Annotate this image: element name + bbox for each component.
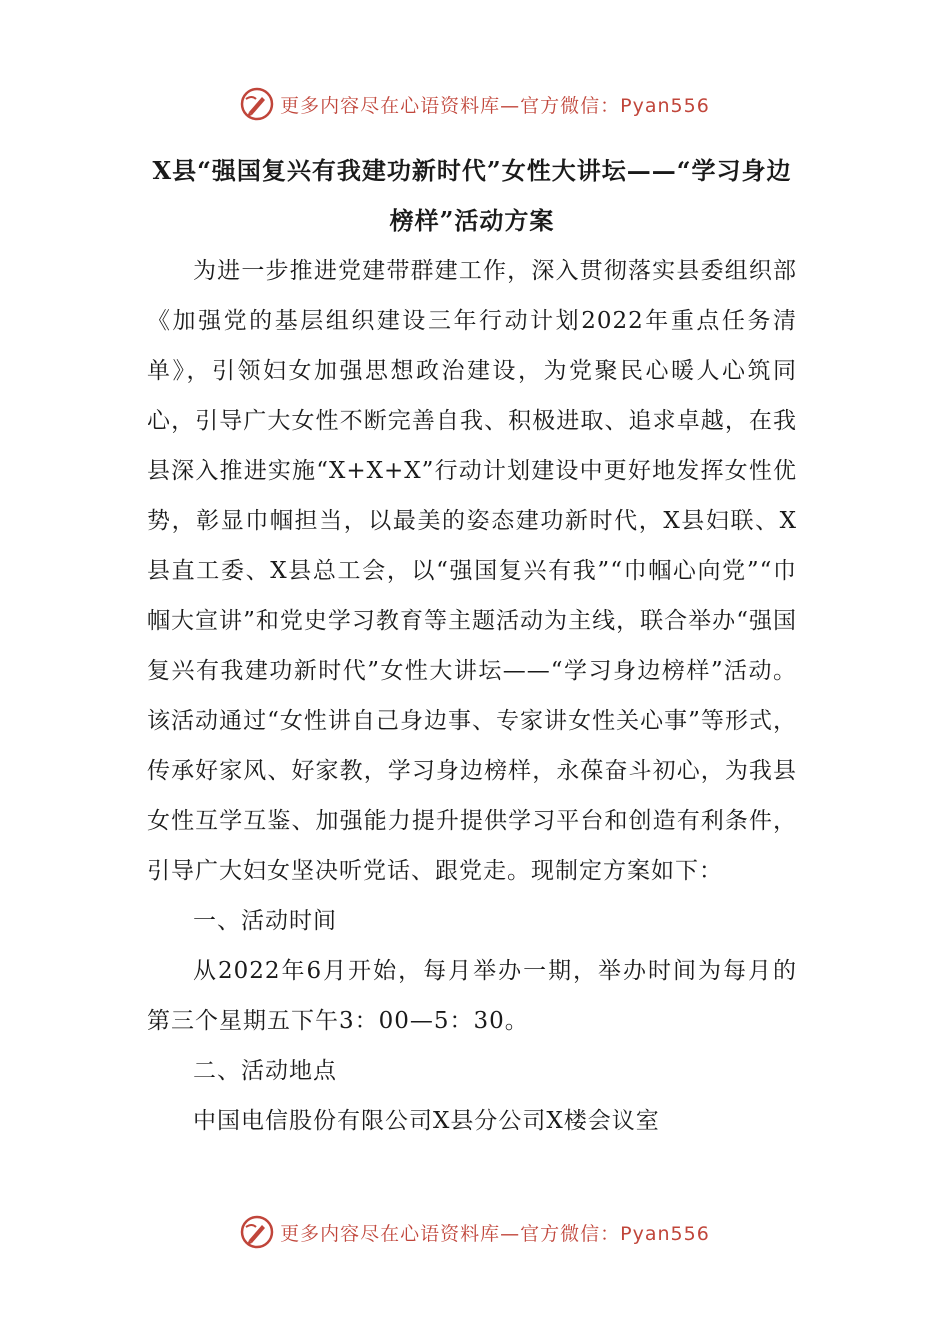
pen-logo-icon [240,87,274,121]
section-body-location: 中国电信股份有限公司X县分公司X楼会议室 [193,1108,660,1134]
document-title: X县“强国复兴有我建功新时代”女性大讲坛——“学习身边榜样”活动方案 [152,156,792,235]
section-body-time: 从2022年6月开始，每月举办一期，举办时间为每月的第三个星期五下午3：00—5：30。 [147,958,797,1034]
watermark-text: 更多内容尽在心语资料库—官方微信：Pyan556 [280,1222,710,1245]
section-heading-location: 二、活动地点 [193,1058,337,1084]
document-body [147,146,797,1146]
intro-paragraph: 为进一步推进党建带群建工作，深入贯彻落实县委组织部《加强党的基层组织建设三年行动计划2022年重点任务清单》，引领妇女加强思想政治建设，为党聚民心暖人心筑同心，引导广大女性不断完善自我、积极进取、追求卓越，在我县深入推进实施“X+X+X”行动计划建设中更好地发挥女性优势，彰显巾帼担当，以最美的姿态建功新时代，X县妇联、X县直工委、X县总工会，以“强国复兴有我”“巾帼心向党”“巾帼大宣讲”和党史学习教育等主题活动为主线，联合举办“强国复兴有我建功新时代”女性大讲坛——“学习身边榜样”活动。该活动通过“女性讲自己身边事、专家讲女性关心事”等形式，传承好家风、好家教，学习身边榜样，永葆奋斗初心，为我县女性互学互鉴、加强能力提升提供学习平台和创造有利条件，引导广大妇女坚决听党话、跟党走。现制定方案如下： [147,258,797,884]
watermark-header [0,84,950,124]
watermark-footer [0,1212,950,1252]
section-heading-time: 一、活动时间 [193,908,337,934]
pen-logo-icon [240,1215,274,1249]
watermark-text: 更多内容尽在心语资料库—官方微信：Pyan556 [280,94,710,117]
